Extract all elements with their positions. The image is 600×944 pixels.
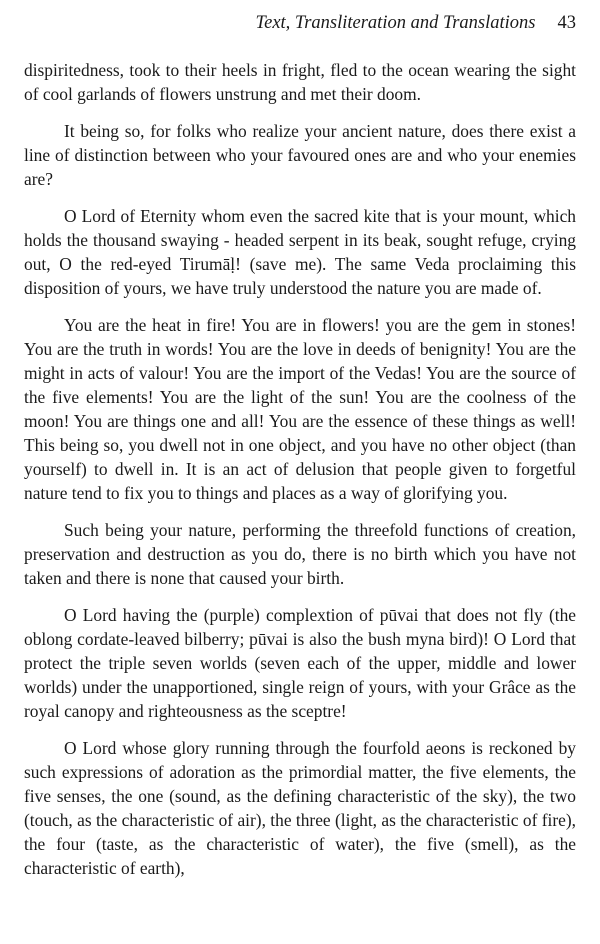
paragraph: O Lord having the (purple) complextion of pūvai that does not fly (the oblong cordate-leaved bilberry; pūvai is also the bush myna bird)! O Lord that protect the triple seven worlds (seven each of the upper, middle and lower worlds) under the unapportioned, single reign of yours, with your Grâce as the royal canopy and righteousness as the sceptre! bbox=[24, 605, 576, 721]
paragraph: O Lord of Eternity whom even the sacred kite that is your mount, which holds the thousand swaying - headed serpent in its beak, sought refuge, crying out, O the red-eyed Tirumāḷ! (save me). The same Veda proclaiming this disposition of yours, we have truly understood the nature you are made of. bbox=[24, 206, 576, 298]
book-page bbox=[24, 10, 576, 893]
running-header bbox=[24, 10, 576, 36]
paragraph: Such being your nature, performing the threefold functions of creation, preservation and destruction as you do, there is no birth which you have not taken and there is none that caused your birth. bbox=[24, 520, 576, 588]
page-number: 43 bbox=[557, 13, 576, 33]
paragraph: O Lord whose glory running through the fourfold aeons is reckoned by such expressions of adoration as the primordial matter, the five elements, the five senses, the one (sound, as the defining characteristic of the sky), the two (touch, as the characteristic of air), the three (light, as the characteristic of fire), the four (taste, as the characteristic of water), the five (smell), as the characteristic of earth), bbox=[24, 738, 576, 878]
running-header-title: Text, Transliteration and Translations bbox=[255, 13, 536, 33]
paragraph: It being so, for folks who realize your ancient nature, does there exist a line of distinction between who your favoured ones are and who your enemies are? bbox=[24, 121, 576, 189]
paragraph: You are the heat in fire! You are in flowers! you are the gem in stones! You are the truth in words! You are the love in deeds of benignity! You are the might in acts of valour! You are the import of the Vedas! You are the source of the five elements! You are the light of the sun! You are the coolness of the moon! You are things one and all! You are the essence of these things as well! This being so, you dwell not in one object, and you have no other object (than yourself) to dwell in. It is an act of delusion that people given to forgetful nature tend to fix you to things and places as a way of glorifying you. bbox=[24, 315, 576, 503]
paragraph-continued: dispiritedness, took to their heels in fright, fled to the ocean wearing the sight of cool garlands of flowers unstrung and met their doom. bbox=[24, 60, 576, 104]
